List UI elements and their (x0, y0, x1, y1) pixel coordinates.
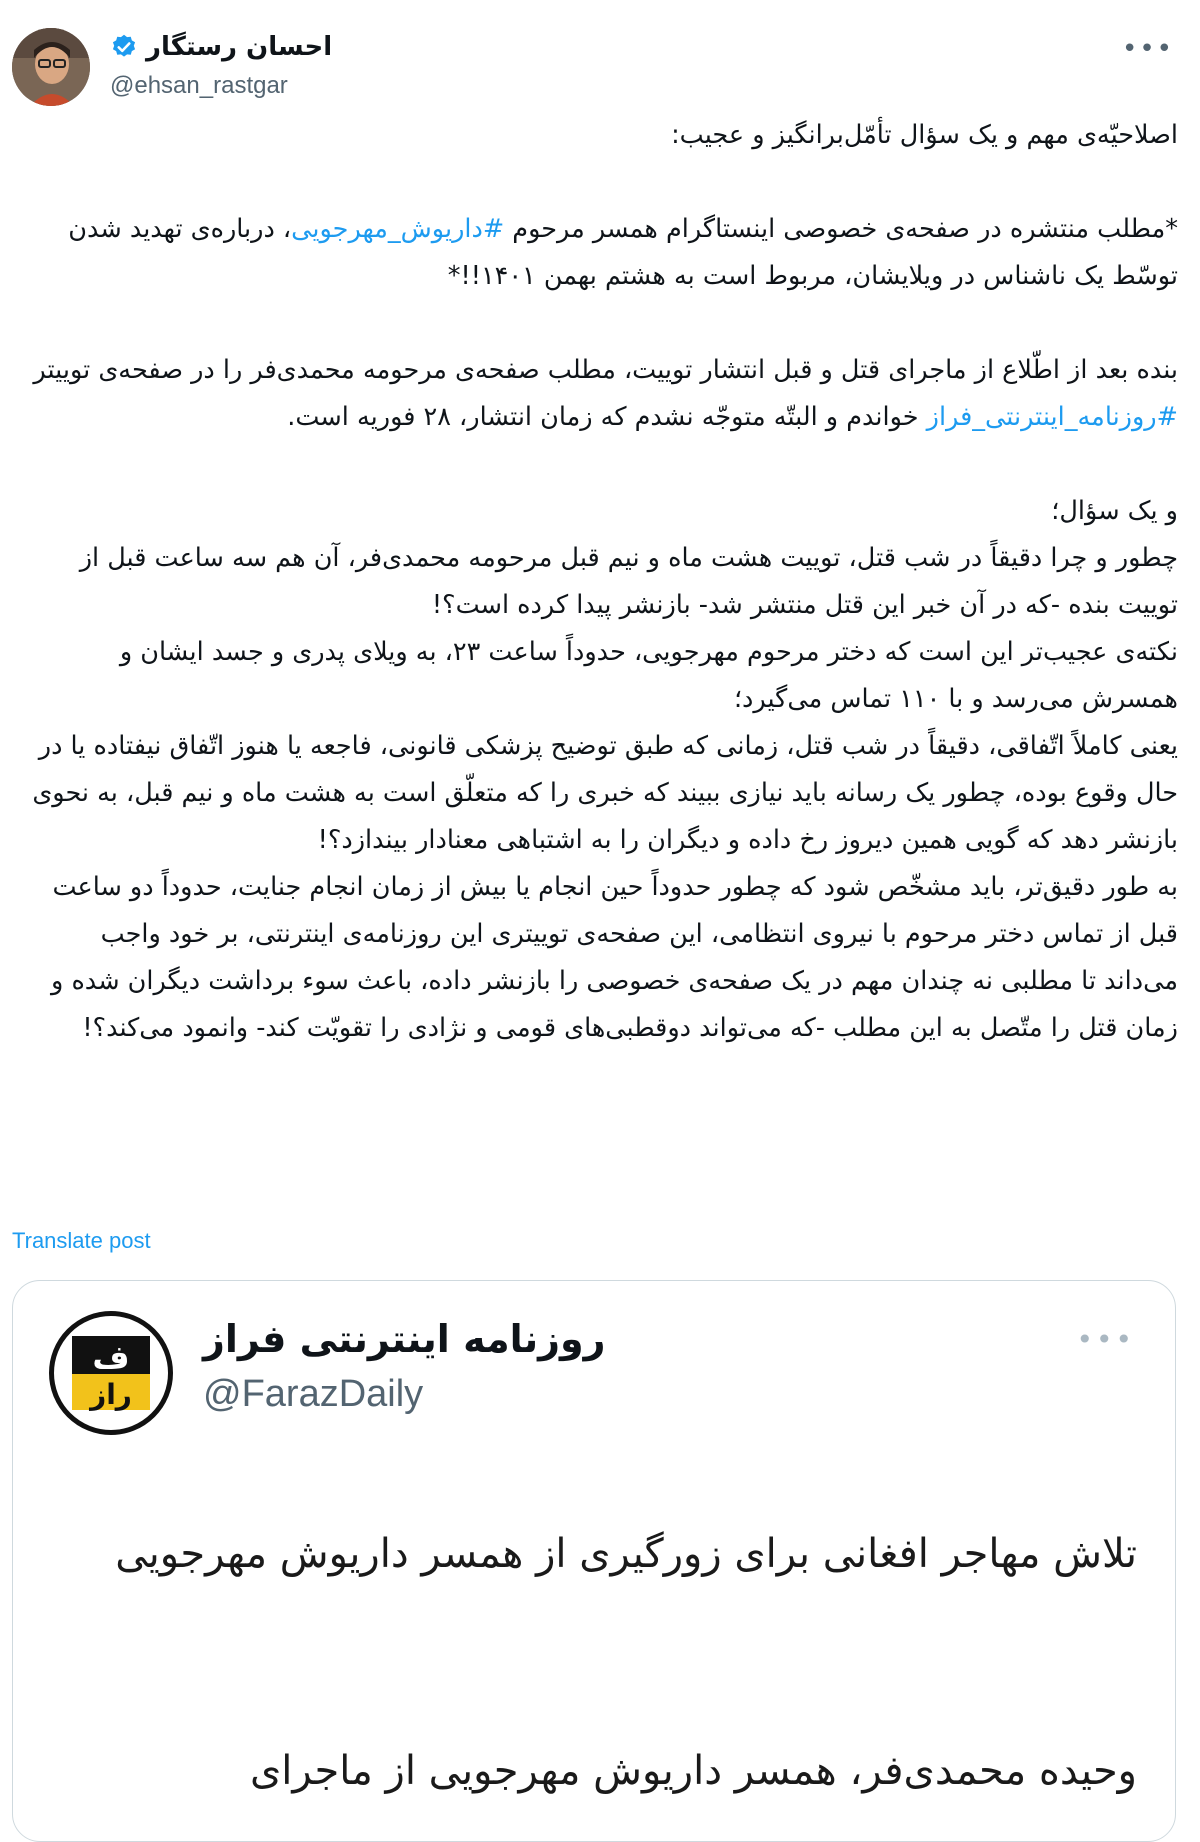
author-name-row (110, 30, 332, 64)
author-handle[interactable]: @ehsan_rastgar (110, 72, 288, 99)
tweet-header (12, 28, 1188, 108)
avatar-image (12, 28, 90, 106)
more-horizontal-icon[interactable]: ••• (1121, 34, 1174, 64)
quoted-handle[interactable]: @FarazDaily (203, 1373, 424, 1415)
tweet-text-segment: بنده بعد از اطّلاع از ماجرای قتل و قبل انتشار توییت، مطلب صفحه‌ی مرحومه محمدی‌فر را در صفحه‌ی توییتر (33, 355, 1178, 385)
tweet-paragraph-2 (20, 206, 1178, 300)
translate-post-link[interactable]: Translate post (12, 1228, 151, 1253)
quoted-subtitle: وحیده محمدی‌فر، همسر داریوش مهرجویی از ماجرای (249, 1748, 1137, 1794)
tweet-text (20, 112, 1178, 1052)
hashtag-link-mehrjui[interactable]: #داریوش_مهرجویی (291, 214, 505, 244)
quoted-headline: تلاش مهاجر افغانی برای زورگیری از همسر داریوش مهرجویی (115, 1531, 1137, 1577)
faraz-logo-image (54, 1316, 168, 1430)
tweet-text-segment: خواندم و البتّه متوجّه نشدم که زمان انتشار، ۲۸ فوریه است. (287, 402, 927, 432)
tweet-text-segment: *مطلب منتشره در صفحه‌ی خصوصی اینستاگرام همسر مرحوم (504, 214, 1178, 244)
tweet-paragraph-3 (20, 347, 1178, 441)
tweet-paragraph-6: نکته‌ی عجیب‌تر این است که دختر مرحوم مهرجویی، حدوداً ساعت ۲۳، به ویلای پدری و جسد ایشان و همسرش می‌رسد و با ۱۱۰ تماس می‌گیرد؛ (119, 637, 1178, 714)
tweet-paragraph-5: چطور و چرا دقیقاً در شب قتل، توییت هشت ماه و نیم قبل مرحومه محمدی‌فر، آن هم سه ساعت قبل از توییت بنده -که در آن خبر این قتل منتشر شد- بازنشر پیدا کرده است؟! (79, 543, 1178, 620)
quoted-tweet-card[interactable] (12, 1280, 1176, 1842)
tweet-text-segment: ، درباره‌ی تهدید شدن توسّط یک ناشناس در ویلایشان، مربوط است به هشتم بهمن ۱۴۰۱!!* (68, 214, 1178, 291)
tweet-paragraph-1: اصلاحیّه‌ی مهم و یک سؤال تأمّل‌برانگیز و عجیب: (671, 120, 1178, 150)
author-names (110, 30, 332, 100)
tweet-paragraph-8: به طور دقیق‌تر، باید مشخّص شود که چطور حدوداً حین انجام یا بیش از زمان انجام جنایت، حدوداً دو ساعت قبل از تماس دختر مرحوم با نیروی انتظامی، این صفحه‌ی توییتری این روزنامه‌ی اینترنتی، بر خود واجب می‌داند تا مطلبی نه چندان مهم در یک صفحه‌ی خصوصی را بازنشر داده، باعث سوء برداشت دیگران شده و زمان قتل را متّصل به این مطلب -که می‌تواند دوقطبی‌های قومی و نژادی را تقویّت کند- وانمود می‌کند؟! (51, 872, 1178, 1043)
quoted-display-name[interactable]: روزنامه اینترنتی فراز (203, 1317, 606, 1361)
faraz-logo[interactable] (49, 1311, 173, 1435)
hashtag-link-faraz[interactable]: #روزنامه_اینترنتی_فراز (926, 402, 1178, 432)
author-display-name[interactable]: احسان رستگار (146, 32, 333, 62)
tweet-paragraph-7: یعنی کاملاً اتّفاقی، دقیقاً در شب قتل، زمانی که طبق توضیح پزشکی قانونی، فاجعه یا هنوز اتّفاق نیفتاده یا در حال وقوع بوده، چطور یک رسانه باید نیازی ببیند که خبری را که متعلّق است به هشت ماه و نیم قبل، به نحوی بازنشر دهد که گویی همین دیروز رخ داده و دیگران را به اشتباهی معنادار بیندازد؟! (32, 731, 1178, 855)
user-avatar[interactable] (12, 28, 90, 106)
quoted-more-icon[interactable]: ••• (1076, 1323, 1135, 1356)
logo-text-bottom: راز (90, 1378, 132, 1411)
tweet-paragraph-4: و یک سؤال؛ (1051, 496, 1178, 526)
verified-badge-icon (110, 33, 138, 61)
logo-text-top: ف (92, 1338, 130, 1376)
